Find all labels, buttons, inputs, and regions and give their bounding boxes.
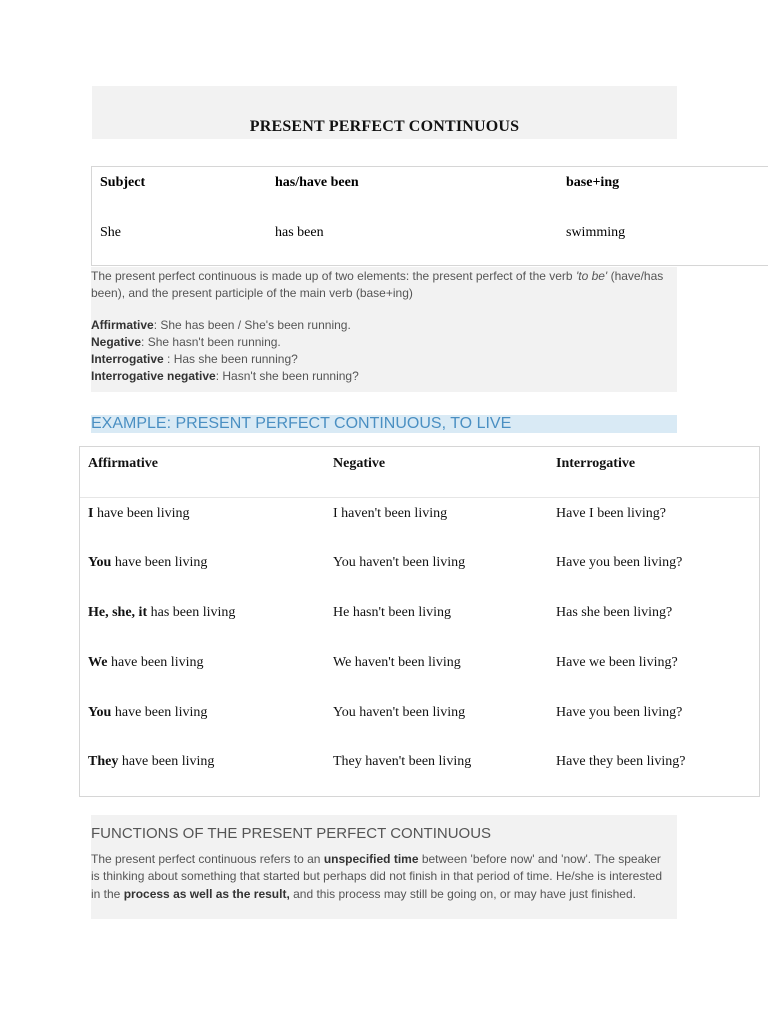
affirmative-verb: have been living xyxy=(118,754,215,769)
title-banner xyxy=(92,86,677,139)
affirmative-verb: has been living xyxy=(147,605,236,620)
subject-pronoun: We xyxy=(88,655,108,670)
form-separator: : xyxy=(163,352,174,366)
table-row-affirmative xyxy=(88,655,203,671)
functions-bold: process as well as the result, xyxy=(123,886,290,901)
formula-cell-subject: She xyxy=(100,225,121,240)
functions-box xyxy=(91,815,677,919)
affirmative-verb: have been living xyxy=(111,555,208,570)
table-row-interrogative: Have you been living? xyxy=(556,555,683,570)
form-affirmative xyxy=(91,317,677,334)
form-label: Interrogative negative xyxy=(91,369,216,383)
description-paragraph xyxy=(91,267,677,302)
example-header-negative: Negative xyxy=(333,456,386,471)
functions-heading: FUNCTIONS OF THE PRESENT PERFECT CONTINUOUS xyxy=(91,825,492,842)
form-separator: : xyxy=(215,369,223,383)
table-row-affirmative xyxy=(88,506,189,522)
form-text: She has been / She's been running. xyxy=(160,318,351,332)
example-header-interrogative: Interrogative xyxy=(556,456,636,471)
description-text-cont: (have/has been), and the present participle of the main verb (base+ing) xyxy=(91,269,664,300)
description-italic: 'to be' xyxy=(575,269,608,283)
affirmative-verb: have been living xyxy=(93,506,190,521)
form-separator: : xyxy=(141,335,148,349)
formula-cell-auxiliary: has been xyxy=(275,225,324,240)
formula-table xyxy=(91,166,768,266)
table-row-negative: You haven't been living xyxy=(333,555,466,570)
form-negative xyxy=(91,334,677,351)
description-box xyxy=(91,267,677,392)
form-separator: : xyxy=(153,318,161,332)
formula-header-auxiliary: has/have been xyxy=(275,175,359,190)
table-row-negative: You haven't been living xyxy=(333,705,466,720)
form-label: Affirmative xyxy=(91,318,154,332)
table-row-affirmative xyxy=(88,605,235,621)
form-interrogative xyxy=(91,351,677,368)
functions-text: between 'before now' and 'now'. The speaker is thinking about something that started but perhaps did not finish in that period of time. He/she is interested in the xyxy=(91,852,663,901)
table-row-negative: They haven't been living xyxy=(333,754,472,769)
table-row-affirmative xyxy=(88,705,207,721)
form-text: Has she been running? xyxy=(173,352,298,366)
functions-text: and this process may still be going on, or may have just finished. xyxy=(289,886,636,901)
table-row-interrogative: Have they been living? xyxy=(556,754,686,769)
example-table xyxy=(79,446,760,797)
form-label: Interrogative xyxy=(91,352,164,366)
subject-pronoun: They xyxy=(88,754,119,769)
table-row-negative: We haven't been living xyxy=(333,655,461,670)
formula-header-verb: base+ing xyxy=(566,175,620,190)
table-row-affirmative xyxy=(88,754,214,770)
functions-bold: unspecified time xyxy=(323,852,419,866)
table-row-interrogative: Have we been living? xyxy=(556,655,678,670)
example-heading: EXAMPLE: PRESENT PERFECT CONTINUOUS, TO LIVE xyxy=(91,415,677,433)
formula-cell-verb: swimming xyxy=(566,225,626,240)
subject-pronoun: You xyxy=(88,555,112,570)
table-row-interrogative: Has she been living? xyxy=(556,605,673,620)
table-row-negative: He hasn't been living xyxy=(333,605,451,620)
form-label: Negative xyxy=(91,335,142,349)
form-text: Hasn't she been running? xyxy=(222,369,359,383)
affirmative-verb: have been living xyxy=(107,655,204,670)
functions-text: The present perfect continuous refers to an xyxy=(91,852,324,866)
table-row-negative: I haven't been living xyxy=(333,506,448,521)
page-title: PRESENT PERFECT CONTINUOUS xyxy=(249,118,520,135)
formula-header-subject: Subject xyxy=(100,175,146,190)
example-header-affirmative: Affirmative xyxy=(88,456,158,471)
table-row-interrogative: Have I been living? xyxy=(556,506,667,521)
subject-pronoun: I xyxy=(88,506,94,521)
affirmative-verb: have been living xyxy=(111,705,208,720)
form-text: She hasn't been running. xyxy=(147,335,281,349)
header-divider xyxy=(80,497,759,498)
functions-paragraph xyxy=(91,851,671,903)
description-text: The present perfect continuous is made up of two elements: the present perfect of the verb xyxy=(91,269,576,283)
subject-pronoun: He, she, it xyxy=(88,605,148,620)
subject-pronoun: You xyxy=(88,705,112,720)
form-interrogative-negative xyxy=(91,368,677,385)
table-row-interrogative: Have you been living? xyxy=(556,705,683,720)
table-row-affirmative xyxy=(88,555,207,571)
